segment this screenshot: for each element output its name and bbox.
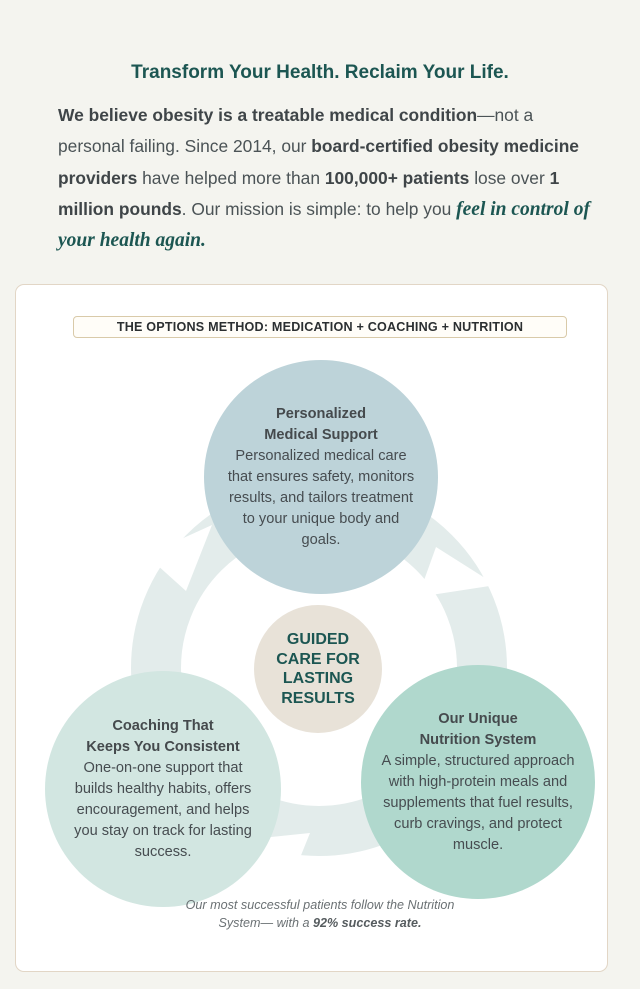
intro-paragraph — [58, 100, 593, 256]
footnote-text: Our most successful patients follow the Nutrition System— with a — [185, 898, 455, 930]
medical-support-title-line1: Personalized — [275, 405, 367, 422]
intro-bold-statement: We believe obesity is a treatable medical condition — [58, 105, 478, 125]
intro-text: lose over — [469, 167, 550, 188]
intro-text: —not a personal failing. Since 2014, our — [58, 105, 534, 157]
success-rate: 92% success rate. — [312, 916, 422, 930]
medical-support-text: Personalized medical care that ensures safety, monitors results, and tailors treatment to your unique body and goals. — [227, 447, 415, 548]
intro-mission-emphasis: feel in control of your health again. — [58, 198, 590, 252]
nutrition-text: A simple, structured approach with high-protein meals and supplements that fuel results, curb cravings, and protect muscle. — [381, 752, 575, 853]
coaching-circle — [45, 671, 281, 907]
success-rate-footnote — [166, 896, 474, 932]
coaching-title-line2: Keeps You Consistent — [86, 738, 240, 755]
intro-text: . Our mission is simple: to help you — [181, 198, 457, 219]
coaching-title-line1: Coaching That — [112, 717, 214, 734]
options-method-card — [15, 284, 608, 972]
nutrition-title-line2: Nutrition System — [419, 731, 537, 748]
intro-bold-providers: board-certified obesity medicine providers — [58, 136, 579, 188]
medical-support-circle — [204, 360, 438, 594]
intro-text: have helped more than — [137, 167, 325, 188]
nutrition-circle — [361, 665, 595, 899]
headline: Transform Your Health. Reclaim Your Life. — [131, 62, 509, 83]
guided-care-center-circle: GUIDED CARE FOR LASTING RESULTS — [254, 605, 382, 733]
coaching-text: One-on-one support that builds healthy habits, offers encouragement, and helps you stay on track for lasting success. — [74, 759, 252, 860]
intro-bold-patients: 100,000+ patients — [324, 167, 470, 188]
nutrition-title-line1: Our Unique — [438, 710, 518, 727]
medical-support-title-line2: Medical Support — [264, 426, 378, 443]
method-label: THE OPTIONS METHOD: MEDICATION + COACHING + NUTRITION — [73, 316, 567, 338]
intro-bold-pounds: 1 million pounds — [58, 167, 560, 219]
